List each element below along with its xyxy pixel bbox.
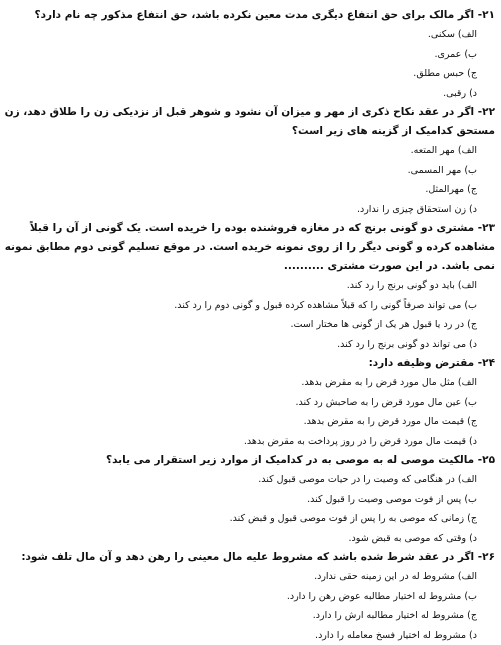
question-24-option-c: ج) قیمت مال مورد قرض را به مقرض بدهد.	[4, 412, 497, 432]
question-24-option-b: ب) عین مال مورد قرض را به صاحبش رد کند.	[4, 393, 497, 413]
question-21-option-c: ج) حبس مطلق.	[4, 64, 497, 84]
question-22-text: ۲۲- اگر در عقد نکاح ذکری از مهر و میزان آن نشود و شوهر قبل از نزدیکی زن را طلاق دهد، زن مستحق کدامیک از گزینه های زیر است؟	[4, 103, 497, 141]
question-21-text: ۲۱- اگر مالک برای حق انتفاع دیگری مدت معین نکرده باشد، حق انتفاع مذکور چه نام دارد؟	[4, 6, 497, 25]
question-25-option-c: ج) زمانی که موصی به را پس از فوت موصی قبول و قبض کند.	[4, 509, 497, 529]
question-23-option-a: الف) باید دو گونی برنج را رد کند.	[4, 276, 497, 296]
question-25-text: ۲۵- مالکیت موصی له به موصی به در کدامیک از موارد زیر استقرار می یابد؟	[4, 451, 497, 470]
question-22-option-b: ب) مهر المسمی.	[4, 161, 497, 181]
question-24-option-a: الف) مثل مال مورد قرض را به مقرض بدهد.	[4, 373, 497, 393]
question-23-option-b: ب) می تواند صرفاً گونی را که قبلاً مشاهده کرده قبول و گونی دوم را رد کند.	[4, 296, 497, 316]
question-26-option-c: ج) مشروط له اختیار مطالبه ارش را دارد.	[4, 606, 497, 626]
question-25-option-d: د) وقتی که موصی به قبض شود.	[4, 529, 497, 549]
question-24-option-d: د) قیمت مال مورد قرض را در روز پرداخت به مقرض بدهد.	[4, 432, 497, 452]
question-22-option-d: د) زن استحقاق چیزی را ندارد.	[4, 200, 497, 220]
question-22-option-c: ج) مهرالمثل.	[4, 180, 497, 200]
question-25-option-b: ب) پس از فوت موصی وصیت را قبول کند.	[4, 490, 497, 510]
question-25-option-a: الف) در هنگامی که وصیت را در حیات موصی قبول کند.	[4, 470, 497, 490]
question-21-option-d: د) رقبی.	[4, 84, 497, 104]
question-23-text: ۲۳- مشتری دو گونی برنج که در مغازه فروشنده بوده را خریده است. یک گونی از آن را قبلاً مشاهده کرده و گونی دیگر را از روی نمونه خریده است. در موقع تسلیم گونی دوم مطابق نمونه نمی باشد. در این صورت مشتری ..........	[4, 219, 497, 276]
question-26-text: ۲۶- اگر در عقد شرط شده باشد که مشروط علیه مال معینی را رهن دهد و آن مال تلف شود:	[4, 548, 497, 567]
question-26-option-d: د) مشروط له اختیار فسخ معامله را دارد.	[4, 626, 497, 645]
question-22-option-a: الف) مهر المتعه.	[4, 141, 497, 161]
question-23-option-d: د) می تواند دو گونی برنج را رد کند.	[4, 335, 497, 355]
question-23-option-c: ج) در رد یا قبول هر یک از گونی ها مختار است.	[4, 315, 497, 335]
exam-page	[4, 6, 497, 550]
question-26-option-b: ب) مشروط له اختیار مطالبه عوض رهن را دارد.	[4, 587, 497, 607]
question-26-option-a: الف) مشروط له در این زمینه حقی ندارد.	[4, 567, 497, 587]
question-21-option-b: ب) عمری.	[4, 45, 497, 65]
question-21-option-a: الف) سکنی.	[4, 25, 497, 45]
question-24-text: ۲۴- مقترض وظیفه دارد:	[4, 354, 497, 373]
